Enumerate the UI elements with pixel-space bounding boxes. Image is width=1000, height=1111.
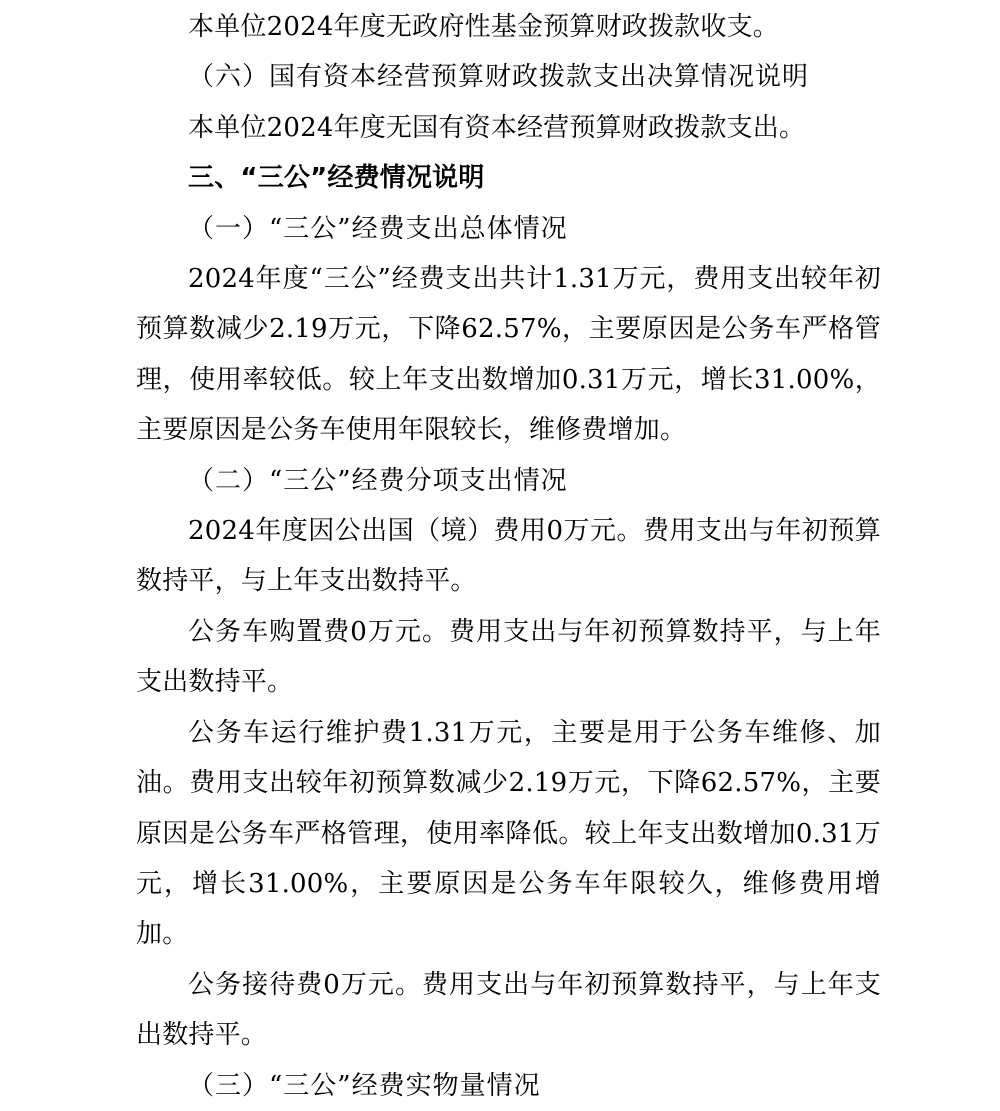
heading-subsection-1: （一）“三公”经费支出总体情况 bbox=[188, 213, 568, 244]
paragraph-state-capital: 本单位2024年度无国有资本经营预算财政拨款支出。 bbox=[188, 112, 806, 143]
paragraph-vehicle-maintenance: 公务车运行维护费1.31万元，主要是用于公务车维修、加油。费用支出较年初预算数减少2.19万元，下降62.57%，主要原因是公务车严格管理，使用率降低。较上年支出数增加0.31万元，增长31.00%，主要原因是公务车年限较久，维修费用增加。 bbox=[136, 717, 881, 950]
heading-subsection-3: （三）“三公”经费实物量情况 bbox=[188, 1070, 541, 1101]
heading-subsection-2: （二）“三公”经费分项支出情况 bbox=[188, 465, 568, 496]
document-page bbox=[136, 0, 881, 1111]
paragraph-gov-fund: 本单位2024年度无政府性基金预算财政拨款收支。 bbox=[188, 12, 779, 42]
heading-part-3: 三、“三公”经费情况说明 bbox=[188, 163, 485, 194]
paragraph-reception: 公务接待费0万元。费用支出与年初预算数持平，与上年支出数持平。 bbox=[136, 969, 881, 1051]
paragraph-vehicle-purchase: 公务车购置费0万元。费用支出与年初预算数持平，与上年支出数持平。 bbox=[136, 616, 881, 698]
paragraph-overseas-travel: 2024年度因公出国（境）费用0万元。费用支出与年初预算数持平，与上年支出数持平。 bbox=[136, 516, 881, 597]
heading-section-6: （六）国有资本经营预算财政拨款支出决算情况说明 bbox=[188, 62, 810, 93]
paragraph-overall-expenditure: 2024年度“三公”经费支出共计1.31万元，费用支出较年初预算数减少2.19万元，下降62.57%，主要原因是公务车严格管理，使用率较低。较上年支出数增加0.31万元，增长31.00%，主要原因是公务车使用年限较长，维修费增加。 bbox=[136, 264, 881, 446]
